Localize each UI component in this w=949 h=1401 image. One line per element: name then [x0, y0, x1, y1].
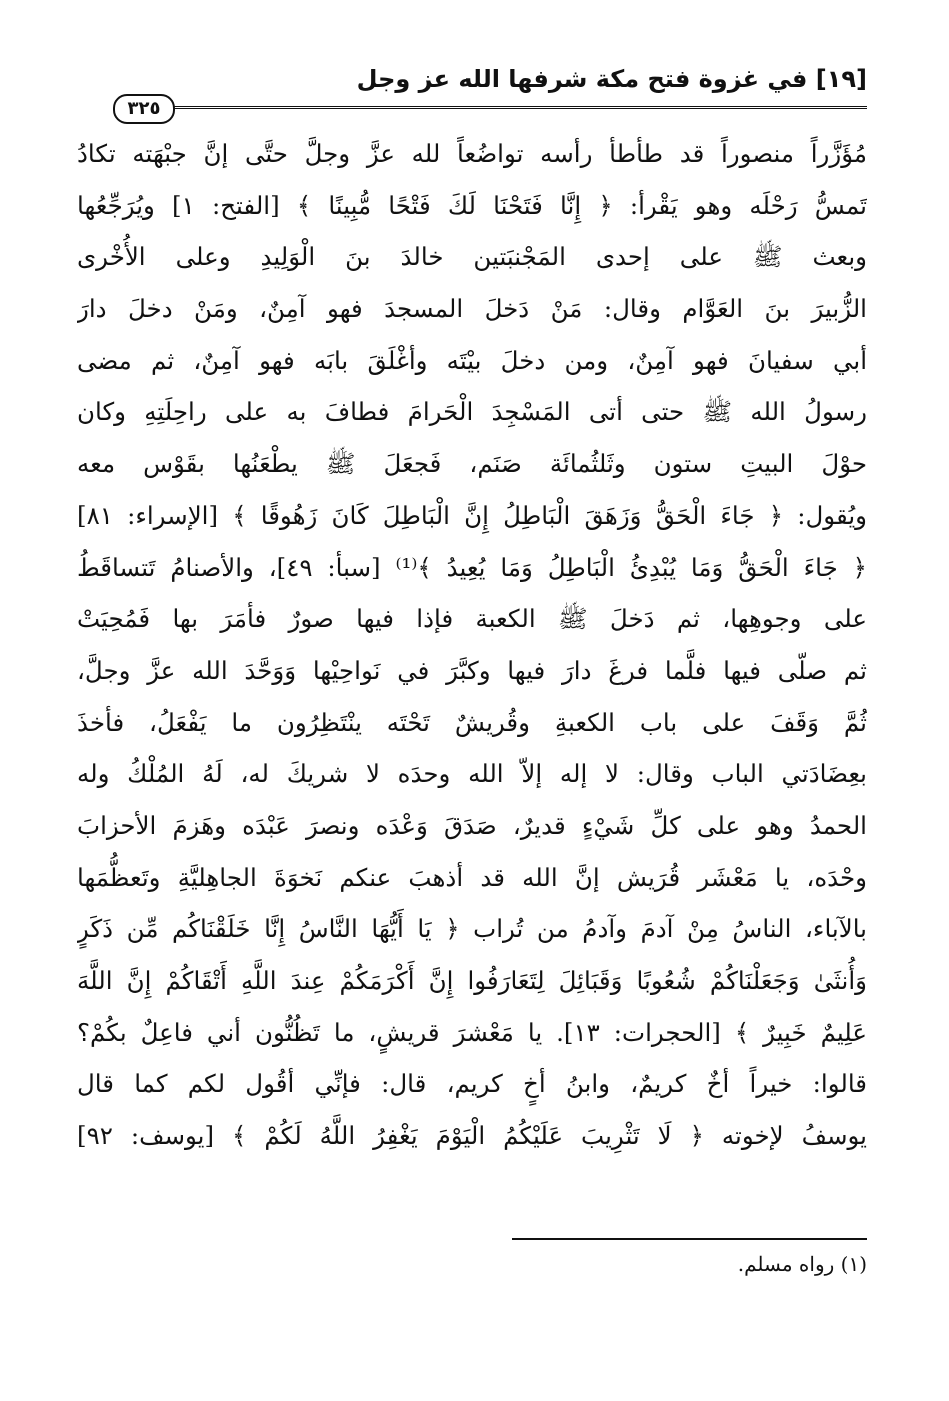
body-text [77, 128, 867, 1162]
text-line: وبعث ﷺ على إحدى المَجْنبَتين خالدَ بنَ الْوَلِيدِ وعلى الأُخْرى [77, 242, 867, 272]
running-header [77, 64, 867, 119]
text-line: ثُمَّ وَقَفَ على باب الكعبةِ وقُريشٌ تَحْتَه ينْتَظِرُون ما يَفْعَلُ، فأخذَ [77, 707, 867, 737]
footnote-rule [512, 1238, 867, 1240]
text-line: ثم صلّى فيها فلَّما فرغَ دارَ فيها وكبَّرَ في نَواحِيْها وَوَحَّدَ الله عزَّ وجلَّ، [77, 655, 867, 685]
text-line: قالوا: خيراً أخٌ كريمٌ، وابنُ أخٍ كريم، قال: فإنِّي أقُول لكم كما قال [77, 1069, 867, 1099]
text-line: عَلِيمٌ خَبِيرٌ ﴾ [الحجرات: ١٣]. يا مَعْشرَ قريشٍ، ما تَظُنُّون أني فاعِلٌ بكُمْ؟ [77, 1017, 867, 1047]
text-line: وَأُنثَىٰ وَجَعَلْنَاكُمْ شُعُوبًا وَقَبَائِلَ لِتَعَارَفُوا إِنَّ أَكْرَمَكُمْ عِندَ اللَّهِ أَتْقَاكُمْ إِنَّ اللَّهَ [77, 966, 867, 995]
text-line: على وجوهِها، ثم دَخلَ ﷺ الكعبة فإذا فيها صورٌ فأمَرَ بها فَمُحِيَتْ [77, 604, 867, 634]
header-rule [165, 106, 867, 109]
text-line: الحمدُ وهو على كلِّ شَيْءٍ قديرٌ، صَدَقَ وَعْدَه ونصرَ عَبْدَه وهَزمَ الأحزابَ [77, 810, 867, 840]
text-line: ﴿ جَاءَ الْحَقُّ وَمَا يُبْدِئُ الْبَاطِلُ وَمَا يُعِيدُ ﴾⁽¹⁾ [سبأ: ٤٩]، والأصنامُ تَتساقَطُ [77, 552, 867, 582]
text-line: بالآباء، الناسُ مِنْ آدمَ وآدمُ من تُراب ﴿ يَا أَيُّهَا النَّاسُ إِنَّا خَلَقْنَاكُم مِّن ذَكَرٍ [77, 914, 867, 944]
text-line: ويُقول: ﴿ جَاءَ الْحَقُّ وَزَهَقَ الْبَاطِلُ إِنَّ الْبَاطِلَ كَانَ زَهُوقًا ﴾ [الإسراء: ٨١] [77, 500, 867, 530]
chapter-title: [١٩] في غزوة فتح مكة شرفها الله عز وجل [356, 65, 867, 93]
text-line: مُؤَزَّراً منصوراً قد طأطأ رأسه تواضُعاً لله عزَّ وجلَّ حتَّى إنَّ جبْهَته تكادُ [77, 139, 867, 168]
text-line: الزُّبيرَ بنَ العَوَّام وقال: مَنْ دَخلَ المسجدَ فهو آمِنٌ، ومَنْ دخلَ دارَ [77, 294, 867, 324]
text-line: تَمسُّ رَحْلَه وهو يَقْرأ: ﴿ إِنَّا فَتَحْنَا لَكَ فَتْحًا مُّبِينًا ﴾ [الفتح: ١] ويُرَجِّعُها [77, 190, 867, 220]
page-number: ٣٢٥ [113, 94, 175, 124]
text-line: رسولُ الله ﷺ حتى أتى المَسْجِدَ الْحَرامَ فطافَ به على راحِلَتِهِ وكان [77, 397, 867, 427]
footnote: (١) رواه مسلم. [737, 1252, 867, 1276]
text-line: وحْدَه، يا مَعْشَر قُرَيش إنَّ الله قد أذهبَ عنكم نَخوَةَ الجاهِليَّةِ وتَعظُّمَها [77, 862, 867, 892]
text-line: يوسفُ لإخوته ﴿ لَا تَثْرِيبَ عَلَيْكُمُ الْيَوْمَ يَغْفِرُ اللَّهُ لَكُمْ ﴾ [يوسف: ٩٢] [77, 1121, 867, 1151]
text-line: بعِضَادَتي الباب وقال: لا إله إلاّ الله وحدَه لا شريكَ له، لَهُ المُلْكُ وله [77, 759, 867, 789]
text-line: حوْلَ البيتِ ستون وثَلثُمائَة صَنَم، فَجعَلَ ﷺ يطْعَنُها بقَوْس معه [77, 449, 867, 479]
text-line: أبي سفيانَ فهو آمِنٌ، ومن دخلَ بيْتَه وأغْلَقَ بابَه فهو آمِنٌ، ثم مضى [77, 345, 867, 375]
